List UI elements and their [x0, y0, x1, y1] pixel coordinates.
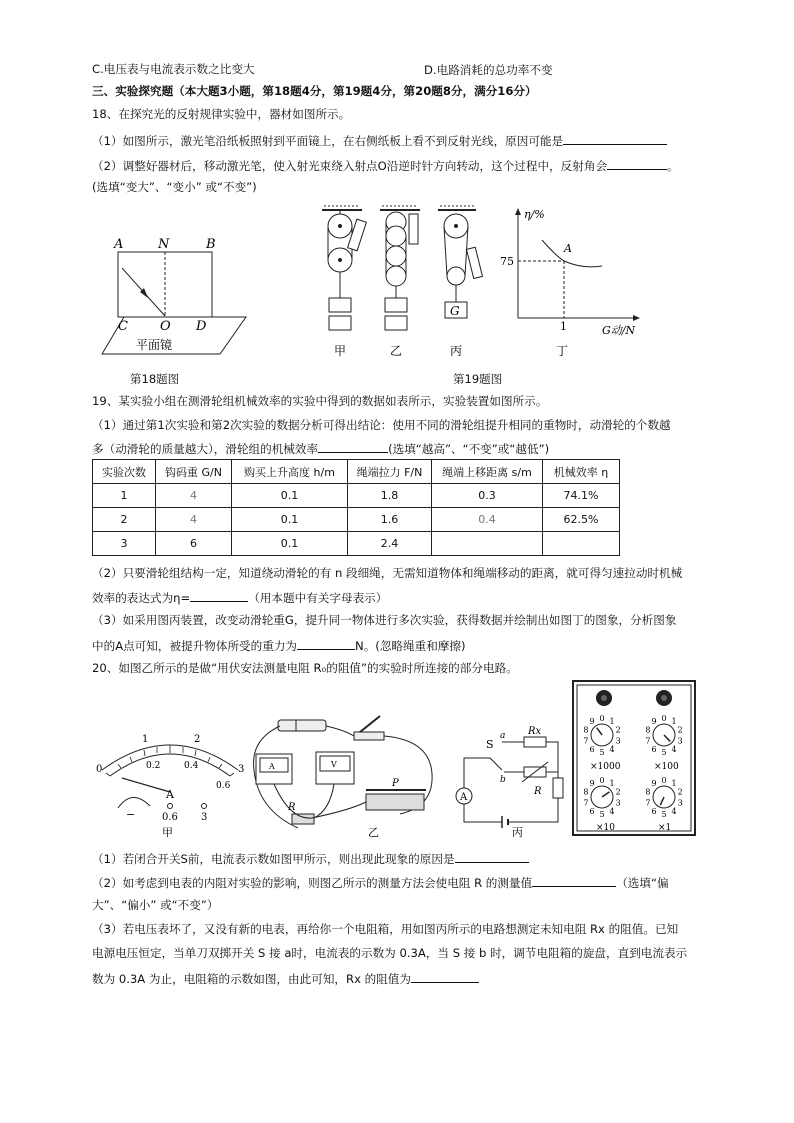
label-ding-19: 丁 [556, 344, 569, 358]
q18-part2-end: 。 [667, 159, 679, 173]
label-A: A [114, 237, 124, 252]
q18-part2-text: （2）调整好器材后，移动激光笔，使入射光束绕入射点O沿逆时针方向转动，这个过程中，反射角会 [92, 159, 608, 173]
q19-answer3-blank[interactable] [297, 637, 355, 650]
schematic-switch [490, 758, 502, 770]
dial-digit: 4 [671, 806, 677, 816]
dial-digit: 4 [609, 744, 615, 754]
rheostat [366, 794, 424, 810]
meter-scale-top: 0 [96, 764, 103, 775]
dial-digit: 3 [615, 736, 621, 746]
q18-answer2-blank[interactable] [607, 157, 667, 170]
q19-part2a: （2）只要滑轮组结构一定，知道绕动滑轮的有 n 段细绳，无需知道物体和绳端移动的距离，就可得匀速拉动时机械 [92, 566, 683, 580]
dial-multiplier: ×1 [658, 823, 672, 833]
label-bing-20: 丙 [512, 826, 523, 838]
dial-digit: 8 [583, 725, 589, 735]
dial-digit: 9 [651, 779, 657, 789]
weight-g-label: G [450, 304, 460, 318]
q19-part2b-text: 效率的表达式为η= [92, 591, 191, 605]
pulley-setup-jia [322, 206, 366, 330]
schematic-ammeter-label: A [460, 792, 468, 803]
q20-stem: 20、如图乙所示的是做“用伏安法测量电阻 R₀的阻值”的实验时所连接的部分电路。 [92, 661, 518, 675]
dial-multiplier: ×1000 [590, 762, 621, 772]
table-row [93, 532, 620, 556]
meter-scale-top: 1 [142, 734, 149, 745]
resistor-r [292, 814, 314, 824]
graph-ytick-75: 75 [500, 255, 514, 268]
label-jia-20: 甲 [162, 826, 173, 838]
q19-part2b [92, 589, 387, 606]
efficiency-curve [542, 240, 602, 267]
dial-digit: 8 [645, 725, 651, 735]
dial-digit: 4 [609, 806, 615, 816]
q19-part1b [92, 440, 549, 457]
dial-multiplier: ×10 [596, 823, 615, 833]
dial-digit: 1 [609, 717, 615, 727]
label-yi-19: 乙 [390, 344, 403, 358]
table-header: 钩码重 G/N [156, 460, 232, 484]
dial-digit: 0 [599, 714, 605, 723]
q19-part1b-text: 多（动滑轮的质量越大），滑轮组的机械效率 [92, 442, 319, 456]
label-B: B [206, 237, 216, 252]
label-D: D [196, 319, 207, 334]
meter-unit: A [166, 788, 174, 801]
table-row [93, 508, 620, 532]
dial-digit: 9 [589, 717, 595, 727]
resistor-r-label: R [288, 802, 296, 813]
schematic-r [553, 778, 563, 798]
q18-stem: 18、在探究光的反射规律实验中，器材如图所示。 [92, 107, 351, 121]
figure-20-circuit-photo [250, 710, 446, 840]
q19-part3b-text: 中的A点可知，被提升物体所受的重力为 [92, 639, 298, 653]
graph-point-A: A [564, 242, 572, 255]
option-c: C.电压表与电流表示数之比变大 [92, 62, 255, 76]
label-N: N [158, 237, 170, 252]
q20-answer1-blank[interactable] [455, 850, 529, 863]
table-header: 绳端上移距离 s/m [432, 460, 543, 484]
dial-digit: 3 [677, 736, 683, 746]
q18-part2 [92, 157, 679, 174]
q19-answer2-blank[interactable] [190, 589, 248, 602]
q20-part2a-text: （2）如考虑到电表的内阻对实验的影响，则图乙所示的测量方法会使电阻 R 的测量值 [92, 876, 533, 890]
q19-part1a: （1）通过第1次实验和第2次实验的数据分析可得出结论：使用不同的滑轮组提升相同的重物时，动滑轮的个数越 [92, 418, 671, 432]
q20-part3c-text: 数为 0.3A 为止，电阻箱的示数如图，由此可知，Rx 的阻值为 [92, 972, 411, 986]
dial-digit: 2 [615, 787, 621, 797]
meter-terminal: − [126, 808, 136, 821]
x-axis-arrow-icon [633, 315, 640, 321]
graph-xlabel: G动/N [602, 324, 636, 337]
battery [278, 720, 326, 731]
q19-stem: 19、某实验小组在测滑轮组机械效率的实验中得到的数据如表所示，实验装置如图所示。 [92, 394, 548, 408]
q18-part1-text: （1）如图所示，激光笔沿纸板照射到平面镜上，在右侧纸板上看不到反射光线，原因可能是 [92, 134, 564, 148]
table-cell: 0.3 [432, 484, 543, 508]
q19-part3b [92, 637, 466, 654]
y-axis-arrow-icon [515, 208, 521, 215]
q20-part3a: （3）若电压表坏了，又没有新的电表，再给你一个电阻箱，用如图丙所示的电路想测定未知电阻 Rx 的阻值。已知 [92, 922, 679, 936]
section-title: 三、实验探究题（本大题3小题，第18题4分，第19题4分，第20题8分，满分16分） [92, 84, 537, 98]
dial-digit: 5 [661, 748, 667, 757]
switch [354, 716, 384, 740]
schematic-b-label: b [500, 775, 506, 785]
table-cell: 1.6 [348, 508, 432, 532]
meter-terminal: 0.6 [162, 812, 178, 823]
table-cell: 4 [156, 508, 232, 532]
dial-digit: 4 [671, 744, 677, 754]
schematic-a-label: a [500, 731, 506, 741]
figure-19-graph [498, 200, 648, 360]
rheostat-p-label: P [392, 778, 399, 789]
dial-digit: 0 [599, 776, 605, 785]
q18-answer1-blank[interactable] [563, 132, 667, 145]
q18-part1 [92, 132, 667, 149]
table-cell: 6 [156, 532, 232, 556]
dial-digit: 8 [583, 787, 589, 797]
meter-scale-bottom: 0.2 [146, 761, 161, 771]
dial-digit: 5 [661, 810, 667, 819]
q20-part3b: 电源电压恒定，当单刀双掷开关 S 接 a时，电流表的示数为 0.3A，当 S 接 b 时，调节电阻箱的旋盘，直到电流表示 [92, 946, 688, 960]
table-cell: 0.4 [432, 508, 543, 532]
dial-digit: 0 [661, 714, 667, 723]
dial-digit: 7 [583, 798, 589, 808]
table-header-row [93, 460, 620, 484]
resistance-box-panel [572, 680, 696, 836]
table-row [93, 484, 620, 508]
table-cell: 62.5% [543, 508, 620, 532]
schematic-rx [524, 737, 546, 747]
q19-part1b-hint: (选填“越高”、“不变”或“越低”) [388, 442, 550, 456]
figure-20-schematic [452, 726, 568, 838]
q19-part2b-hint: （用本题中有关字母表示） [248, 591, 388, 605]
q18-part2-hint: (选填“变大”、“变小” 或“不变”) [92, 180, 257, 194]
dial-digit: 7 [583, 736, 589, 746]
figure-20-ammeter [92, 726, 248, 838]
dial-digit: 3 [615, 798, 621, 808]
q20-part2a-hint: （选填“偏 [616, 876, 669, 890]
dial-digit: 5 [599, 810, 605, 819]
dial-digit: 6 [589, 806, 595, 816]
table-cell: 0.1 [232, 532, 348, 556]
table-header: 绳端拉力 F/N [348, 460, 432, 484]
schematic-rx-label: Rx [528, 726, 542, 737]
voltmeter-unit: V [331, 760, 337, 769]
table-cell: 1.8 [348, 484, 432, 508]
graph-ylabel: η/% [524, 208, 545, 221]
figure-19-caption: 第19题图 [453, 372, 503, 386]
dial-digit: 2 [615, 725, 621, 735]
meter-inner-arc [110, 754, 230, 776]
label-O: O [160, 319, 171, 334]
dial-digit: 2 [677, 787, 683, 797]
q19-data-table [92, 459, 620, 556]
table-cell: 1 [93, 484, 156, 508]
dial-digit: 6 [651, 806, 657, 816]
dial-digit: 9 [589, 779, 595, 789]
table-cell: 3 [93, 532, 156, 556]
meter-wire [118, 797, 150, 808]
option-d: D.电路消耗的总功率不变 [424, 63, 553, 77]
dial-digit: 0 [661, 776, 667, 785]
label-C: C [118, 319, 128, 334]
table-header: 机械效率 η [543, 460, 620, 484]
dial-digit: 5 [599, 748, 605, 757]
table-cell: 2.4 [348, 532, 432, 556]
table-cell: 2 [93, 508, 156, 532]
q20-part2a [92, 874, 669, 891]
figure-19-pulleys [310, 200, 510, 360]
figure-18-reflection [96, 232, 256, 357]
q20-part2b: 大”、“偏小” 或“不变”） [92, 898, 219, 912]
table-cell: 0.1 [232, 484, 348, 508]
pulley-setup-bing [438, 206, 482, 318]
q20-part1-text: （1）若闭合开关S前，电流表示数如图甲所示，则出现此现象的原因是 [92, 852, 455, 866]
meter-scale-top: 2 [194, 734, 201, 745]
meter-scale-bottom: 0.4 [184, 761, 199, 771]
meter-terminal: 3 [201, 812, 208, 823]
table-cell: 0.1 [232, 508, 348, 532]
dial-digit: 1 [671, 717, 677, 727]
mirror-label: 平面镜 [136, 338, 173, 352]
figure-18-caption: 第18题图 [130, 372, 180, 386]
table-cell [432, 532, 543, 556]
dial-digit: 1 [609, 779, 615, 789]
q19-part3a: （3）如采用图丙装置，改变动滑轮重G，提升同一物体进行多次实验，获得数据并绘制出如图丁的图象，分析图象 [92, 613, 677, 627]
dial-digit: 7 [645, 736, 651, 746]
label-yi-20: 乙 [368, 826, 379, 839]
table-header: 购买上升高度 h/m [232, 460, 348, 484]
meter-needle [122, 778, 170, 792]
dial-digit: 9 [651, 717, 657, 727]
q20-part1 [92, 850, 529, 867]
pulley-setup-yi [380, 206, 420, 330]
table-cell [543, 532, 620, 556]
dial-digit: 8 [645, 787, 651, 797]
dial-digit: 2 [677, 725, 683, 735]
schematic-r-label: R [534, 786, 542, 797]
label-jia-19: 甲 [334, 344, 347, 358]
ammeter-unit: A [269, 762, 275, 771]
dial-digit: 6 [589, 744, 595, 754]
dial-multiplier: ×100 [654, 762, 679, 772]
meter-scale-top: 3 [238, 764, 245, 775]
q19-part3b-hint: N。(忽略绳重和摩擦) [355, 639, 466, 653]
q20-answer3-blank[interactable] [411, 970, 479, 983]
schematic-switch-label: S [486, 738, 494, 751]
dial-digit: 1 [671, 779, 677, 789]
meter-scale-bottom: 0.6 [216, 781, 231, 791]
dial-digit: 6 [651, 744, 657, 754]
q19-answer1-blank[interactable] [318, 440, 388, 453]
dial-digit: 3 [677, 798, 683, 808]
dial-digit: 7 [645, 798, 651, 808]
q20-part3c [92, 970, 479, 987]
table-header: 实验次数 [93, 460, 156, 484]
graph-xtick-1: 1 [560, 320, 567, 333]
table-cell: 4 [156, 484, 232, 508]
label-bing-19: 丙 [450, 344, 463, 358]
table-cell: 74.1% [543, 484, 620, 508]
q20-answer2-blank[interactable] [532, 874, 616, 887]
